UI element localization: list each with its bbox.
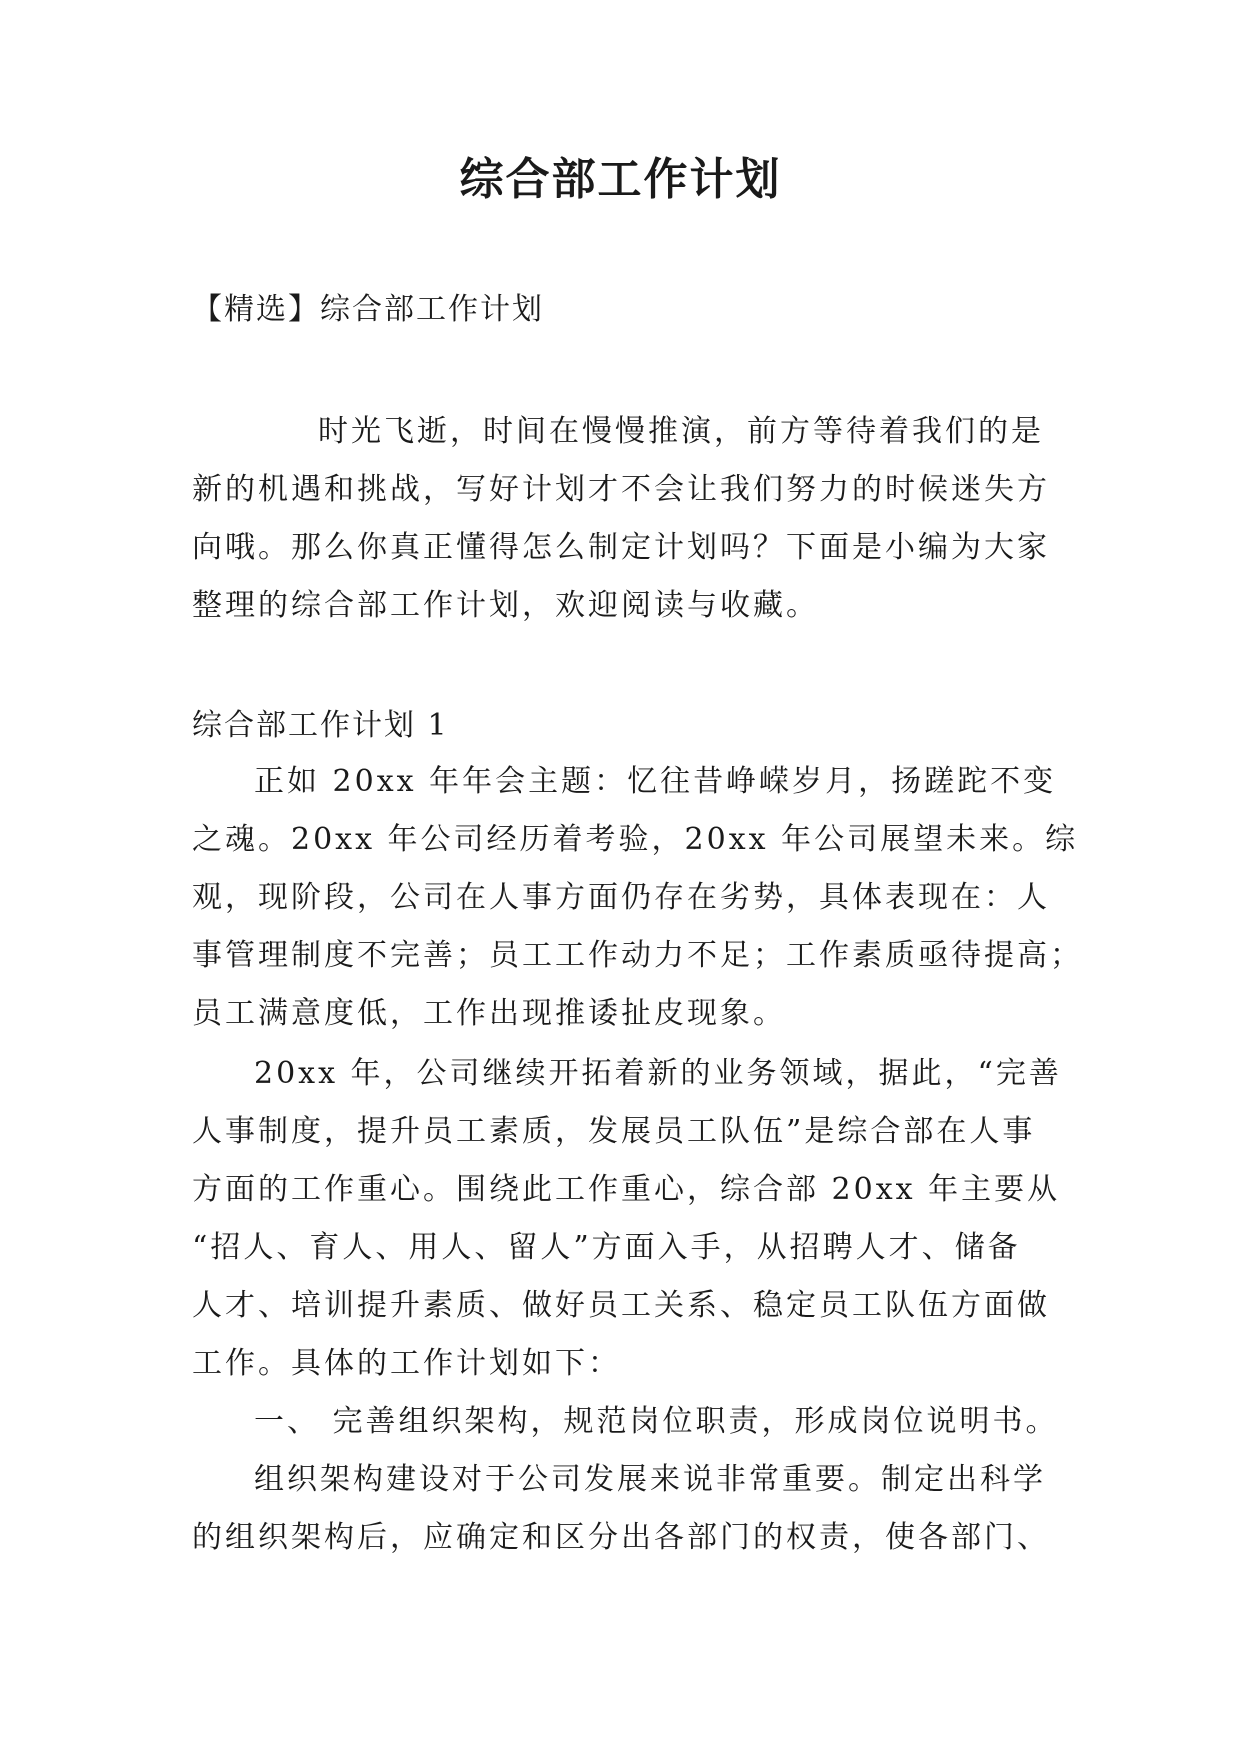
paragraph-line: 工作。具体的工作计划如下： [192,1346,621,1381]
paragraph-line: 的组织架构后，应确定和区分出各部门的权责，使各部门、 [192,1520,1050,1555]
document-subtitle: 【精选】综合部工作计划 [192,292,544,327]
list-item-heading: 一、 完善组织架构，规范岗位职责，形成岗位说明书。 [254,1404,1059,1439]
paragraph-line: 之魂。20xx 年公司经历着考验，20xx 年公司展望未来。综 [192,822,1079,857]
paragraph-line: 人才、培训提升素质、做好员工关系、稳定员工队伍方面做 [192,1288,1050,1323]
section-heading: 综合部工作计划 1 [192,708,449,743]
intro-line: 整理的综合部工作计划，欢迎阅读与收藏。 [192,588,819,623]
paragraph-line: “招人、育人、用人、留人”方面入手，从招聘人才、储备 [192,1230,1021,1265]
intro-line: 向哦。那么你真正懂得怎么制定计划吗？下面是小编为大家 [192,530,1050,565]
paragraph-line: 人事制度，提升员工素质，发展员工队伍”是综合部在人事 [192,1114,1036,1149]
intro-line: 时光飞逝，时间在慢慢推演，前方等待着我们的是 [318,414,1044,449]
paragraph-line: 20xx 年，公司继续开拓着新的业务领域，据此，“完善 [254,1056,1062,1091]
paragraph-line: 正如 20xx 年年会主题：忆往昔峥嵘岁月，扬蹉跎不变 [254,764,1057,799]
document-title: 综合部工作计划 [459,154,782,205]
paragraph-line: 观，现阶段，公司在人事方面仍存在劣势，具体表现在：人 [192,880,1050,915]
paragraph-line: 组织架构建设对于公司发展来说非常重要。制定出科学 [254,1462,1046,1497]
paragraph-line: 方面的工作重心。围绕此工作重心，综合部 20xx 年主要从 [192,1172,1061,1207]
paragraph-line: 员工满意度低，工作出现推诿扯皮现象。 [192,996,786,1031]
paragraph-line: 事管理制度不完善；员工工作动力不足；工作素质亟待提高； [192,938,1083,973]
intro-line: 新的机遇和挑战，写好计划才不会让我们努力的时候迷失方 [192,472,1050,507]
